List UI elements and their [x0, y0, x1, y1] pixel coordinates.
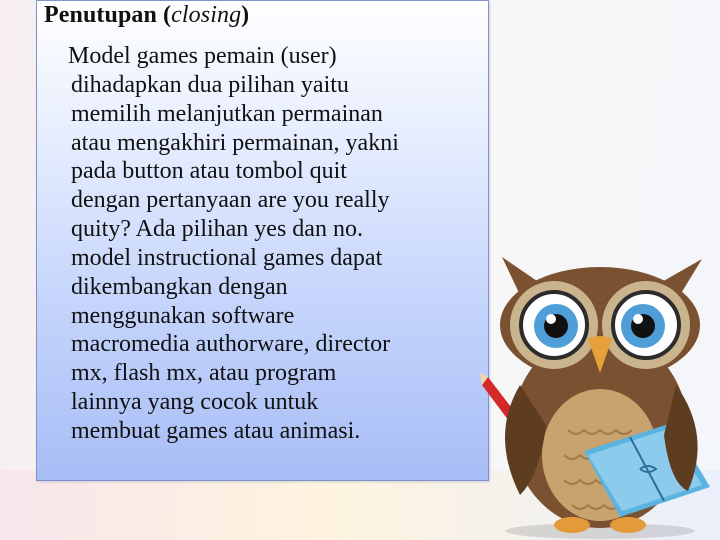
body-line: membuat games atau animasi.: [71, 417, 361, 444]
body-line: macromedia authorware, director: [71, 331, 391, 358]
body-line: quity? Ada pilihan yes dan no.: [71, 216, 363, 243]
body-line: Model games pemain (user): [68, 43, 337, 69]
body-line: mx, flash mx, atau program: [71, 360, 337, 387]
body-line: pada button atau tombol quit: [71, 158, 347, 185]
owl-eye-left: [521, 292, 587, 358]
slide-title: [44, 2, 249, 29]
title-emphasis: closing: [171, 2, 242, 28]
slide-body-text: [44, 42, 484, 446]
body-line: memilih melanjutkan permainan: [71, 100, 383, 127]
body-line: model instructional games dapat: [71, 244, 383, 271]
body-line: atau mengakhiri permainan, yakni: [71, 129, 399, 156]
owl-illustration: [480, 255, 720, 540]
body-line: lainnya yang cocok untuk: [71, 389, 319, 416]
body-line: dihadapkan dua pilihan yaitu: [71, 71, 349, 98]
title-main: Penutupan (: [44, 2, 172, 28]
title-close: ): [241, 2, 250, 28]
body-line: dikembangkan dengan: [71, 273, 288, 300]
body-line: dengan pertanyaan are you really: [71, 187, 390, 214]
owl-eye-right: [613, 292, 679, 358]
body-line: menggunakan software: [71, 302, 295, 329]
